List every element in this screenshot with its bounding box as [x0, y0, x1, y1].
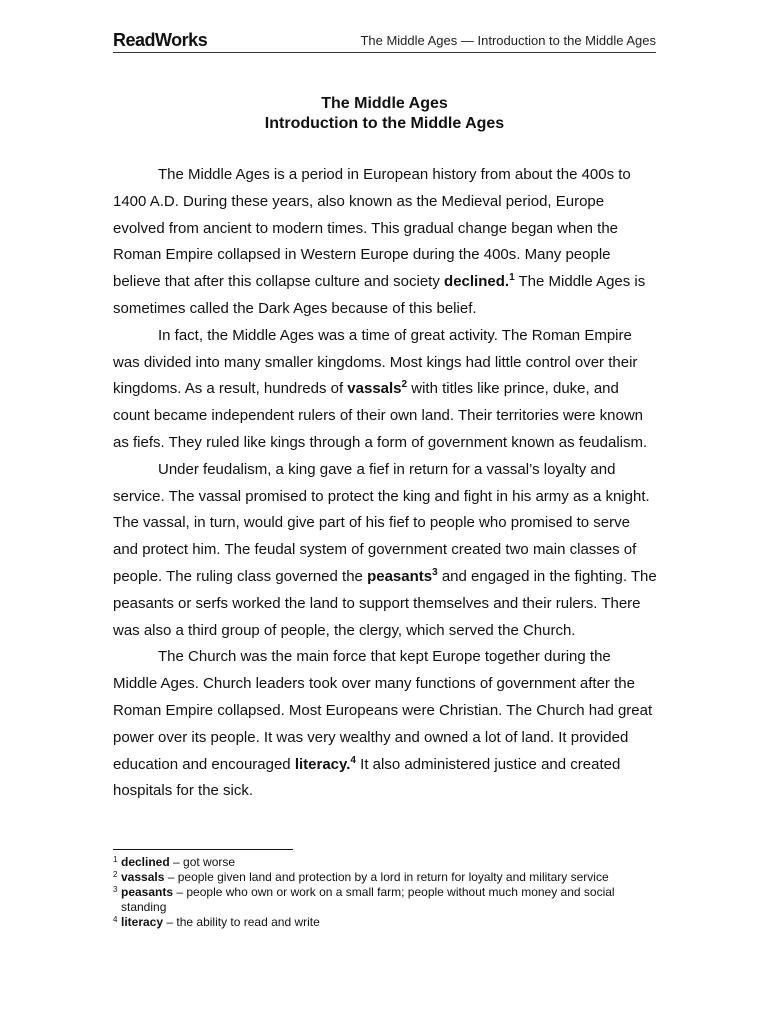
- paragraph-text: with titles like prince, duke, and count became independent rulers of their own land. Their territories were known as fiefs. They ruled like kings through a form of government known as feudalism.: [113, 380, 648, 451]
- title-line-2: Introduction to the Middle Ages: [264, 115, 505, 132]
- footnote-1: [113, 855, 658, 870]
- footnote-number: 1: [113, 855, 118, 864]
- header-doc-title: The Middle Ages — Introduction to the Middle Ages: [360, 33, 656, 48]
- footnote-ref-4: 4: [350, 754, 356, 766]
- footnote-definition: – people who own or work on a small farm; people without much money and social standing: [121, 885, 615, 914]
- paragraph-text: Under feudalism, a king gave a fief in return for a vassal’s loyalty and service. The vassal promised to protect the king and fight in his army as a knight. The vassal, in turn, would give part of his fief to people who promised to serve and protect him. The feudal system of government created two main classes of people. The ruling class governed the: [113, 460, 650, 585]
- footnote-ref-2: 2: [401, 379, 408, 391]
- footnote-term: literacy: [121, 915, 164, 929]
- footnote-divider: [113, 849, 293, 850]
- paragraph-text: The Middle Ages is a period in European history from about the 400s to 1400 A.D. During these years, also known as the Medieval period, Europe evolved from ancient to modern times. This gradual change began when the Roman Empire collapsed in Western Europe during the 400s. Many people believe that after this collapse culture and society: [113, 166, 631, 291]
- footnote-number: 3: [113, 885, 118, 894]
- paragraph-2: [113, 323, 658, 457]
- footnotes: [113, 855, 658, 930]
- footnote-definition: – the ability to read and write: [163, 915, 320, 929]
- article-title: [113, 94, 656, 134]
- paragraph-text: The Middle Ages is sometimes called the Dark Ages because of this belief.: [113, 273, 646, 317]
- paragraph-text: and engaged in the fighting. The peasants or serfs worked the land to support themselves and their rulers. There was also a third group of people, the clergy, which served the Church.: [113, 567, 657, 639]
- footnote-term: vassals: [121, 870, 165, 884]
- vocab-term-vassals: vassals: [347, 380, 402, 398]
- footnote-4: [113, 915, 658, 930]
- page-header: [113, 28, 656, 53]
- footnote-definition: – got worse: [169, 855, 236, 869]
- paragraph-text: It also administered justice and created hospitals for the sick.: [113, 755, 621, 800]
- paragraph-1: [113, 162, 658, 323]
- footnote-ref-3: 3: [432, 566, 438, 578]
- title-line-1: The Middle Ages: [321, 95, 448, 112]
- vocab-term-literacy: literacy.: [294, 755, 351, 773]
- footnote-definition: – people given land and protection by a lord in return for loyalty and military service: [164, 870, 609, 884]
- footnote-3: [113, 885, 658, 915]
- footnote-number: 4: [113, 915, 118, 924]
- footnote-number: 2: [113, 870, 118, 879]
- paragraph-4: [113, 644, 658, 805]
- footnote-term: declined: [121, 855, 170, 869]
- footnote-term: peasants: [121, 885, 174, 899]
- paragraph-text: The Church was the main force that kept Europe together during the Middle Ages. Church leaders took over many functions of government after the Roman Empire collapsed. Most Europeans were Christian. The Church had great power over its people. It was very wealthy and owned a lot of land. It provided education and encouraged: [113, 648, 653, 773]
- paragraph-text: In fact, the Middle Ages was a time of great activity. The Roman Empire was divided into many smaller kingdoms. Most kings had little control over their kingdoms. As a result, hundreds of: [113, 326, 638, 398]
- readworks-logo: ReadWorks: [113, 30, 208, 50]
- footnote-ref-1: 1: [509, 272, 515, 284]
- vocab-term-declined: declined.: [444, 273, 510, 291]
- article-body: [113, 162, 658, 805]
- footnote-2: [113, 870, 658, 885]
- vocab-term-peasants: peasants: [367, 567, 433, 585]
- paragraph-3: [113, 457, 658, 645]
